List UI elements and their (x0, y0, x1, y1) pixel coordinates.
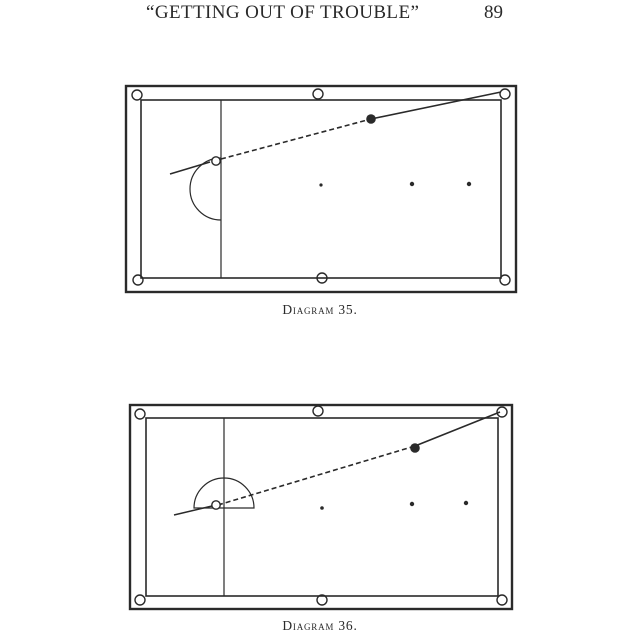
billiard-table-diagram-35 (0, 80, 640, 300)
shot-path-dashed (218, 446, 415, 505)
pocket-top-left (135, 409, 145, 419)
spot-pyramid (320, 506, 324, 510)
cue-ball (212, 501, 220, 509)
table-outer-frame (126, 86, 516, 292)
table-cushion (141, 100, 501, 278)
spot-pyramid (319, 183, 322, 186)
cue-stick (174, 506, 212, 515)
pocket-bottom-right (497, 595, 507, 605)
spot-black (467, 182, 471, 186)
pocket-top-middle (313, 89, 323, 99)
billiard-table-diagram-36 (0, 400, 640, 615)
cue-ball (212, 157, 220, 165)
spot-pink (410, 502, 414, 506)
diagram-36 (0, 400, 640, 640)
spot-black (464, 501, 468, 505)
diagram-35-caption: Diagram 35. (282, 302, 358, 317)
pocket-bottom-left (133, 275, 143, 285)
running-title: “GETTING OUT OF TROUBLE” (146, 2, 420, 23)
pocket-bottom-right (500, 275, 510, 285)
pocket-top-middle (313, 406, 323, 416)
shot-path-solid (415, 412, 500, 446)
diagram-36-caption: Diagram 36. (282, 618, 358, 633)
shot-path-dashed (221, 119, 371, 159)
pocket-top-right (500, 89, 510, 99)
cue-stick (170, 162, 210, 174)
spot-pink (410, 182, 414, 186)
shot-path-solid (371, 92, 501, 119)
page-number: 89 (484, 2, 503, 23)
pocket-top-left (132, 90, 142, 100)
object-ball (366, 114, 376, 124)
diagram-35 (0, 80, 640, 320)
pocket-bottom-left (135, 595, 145, 605)
object-ball (410, 443, 420, 453)
